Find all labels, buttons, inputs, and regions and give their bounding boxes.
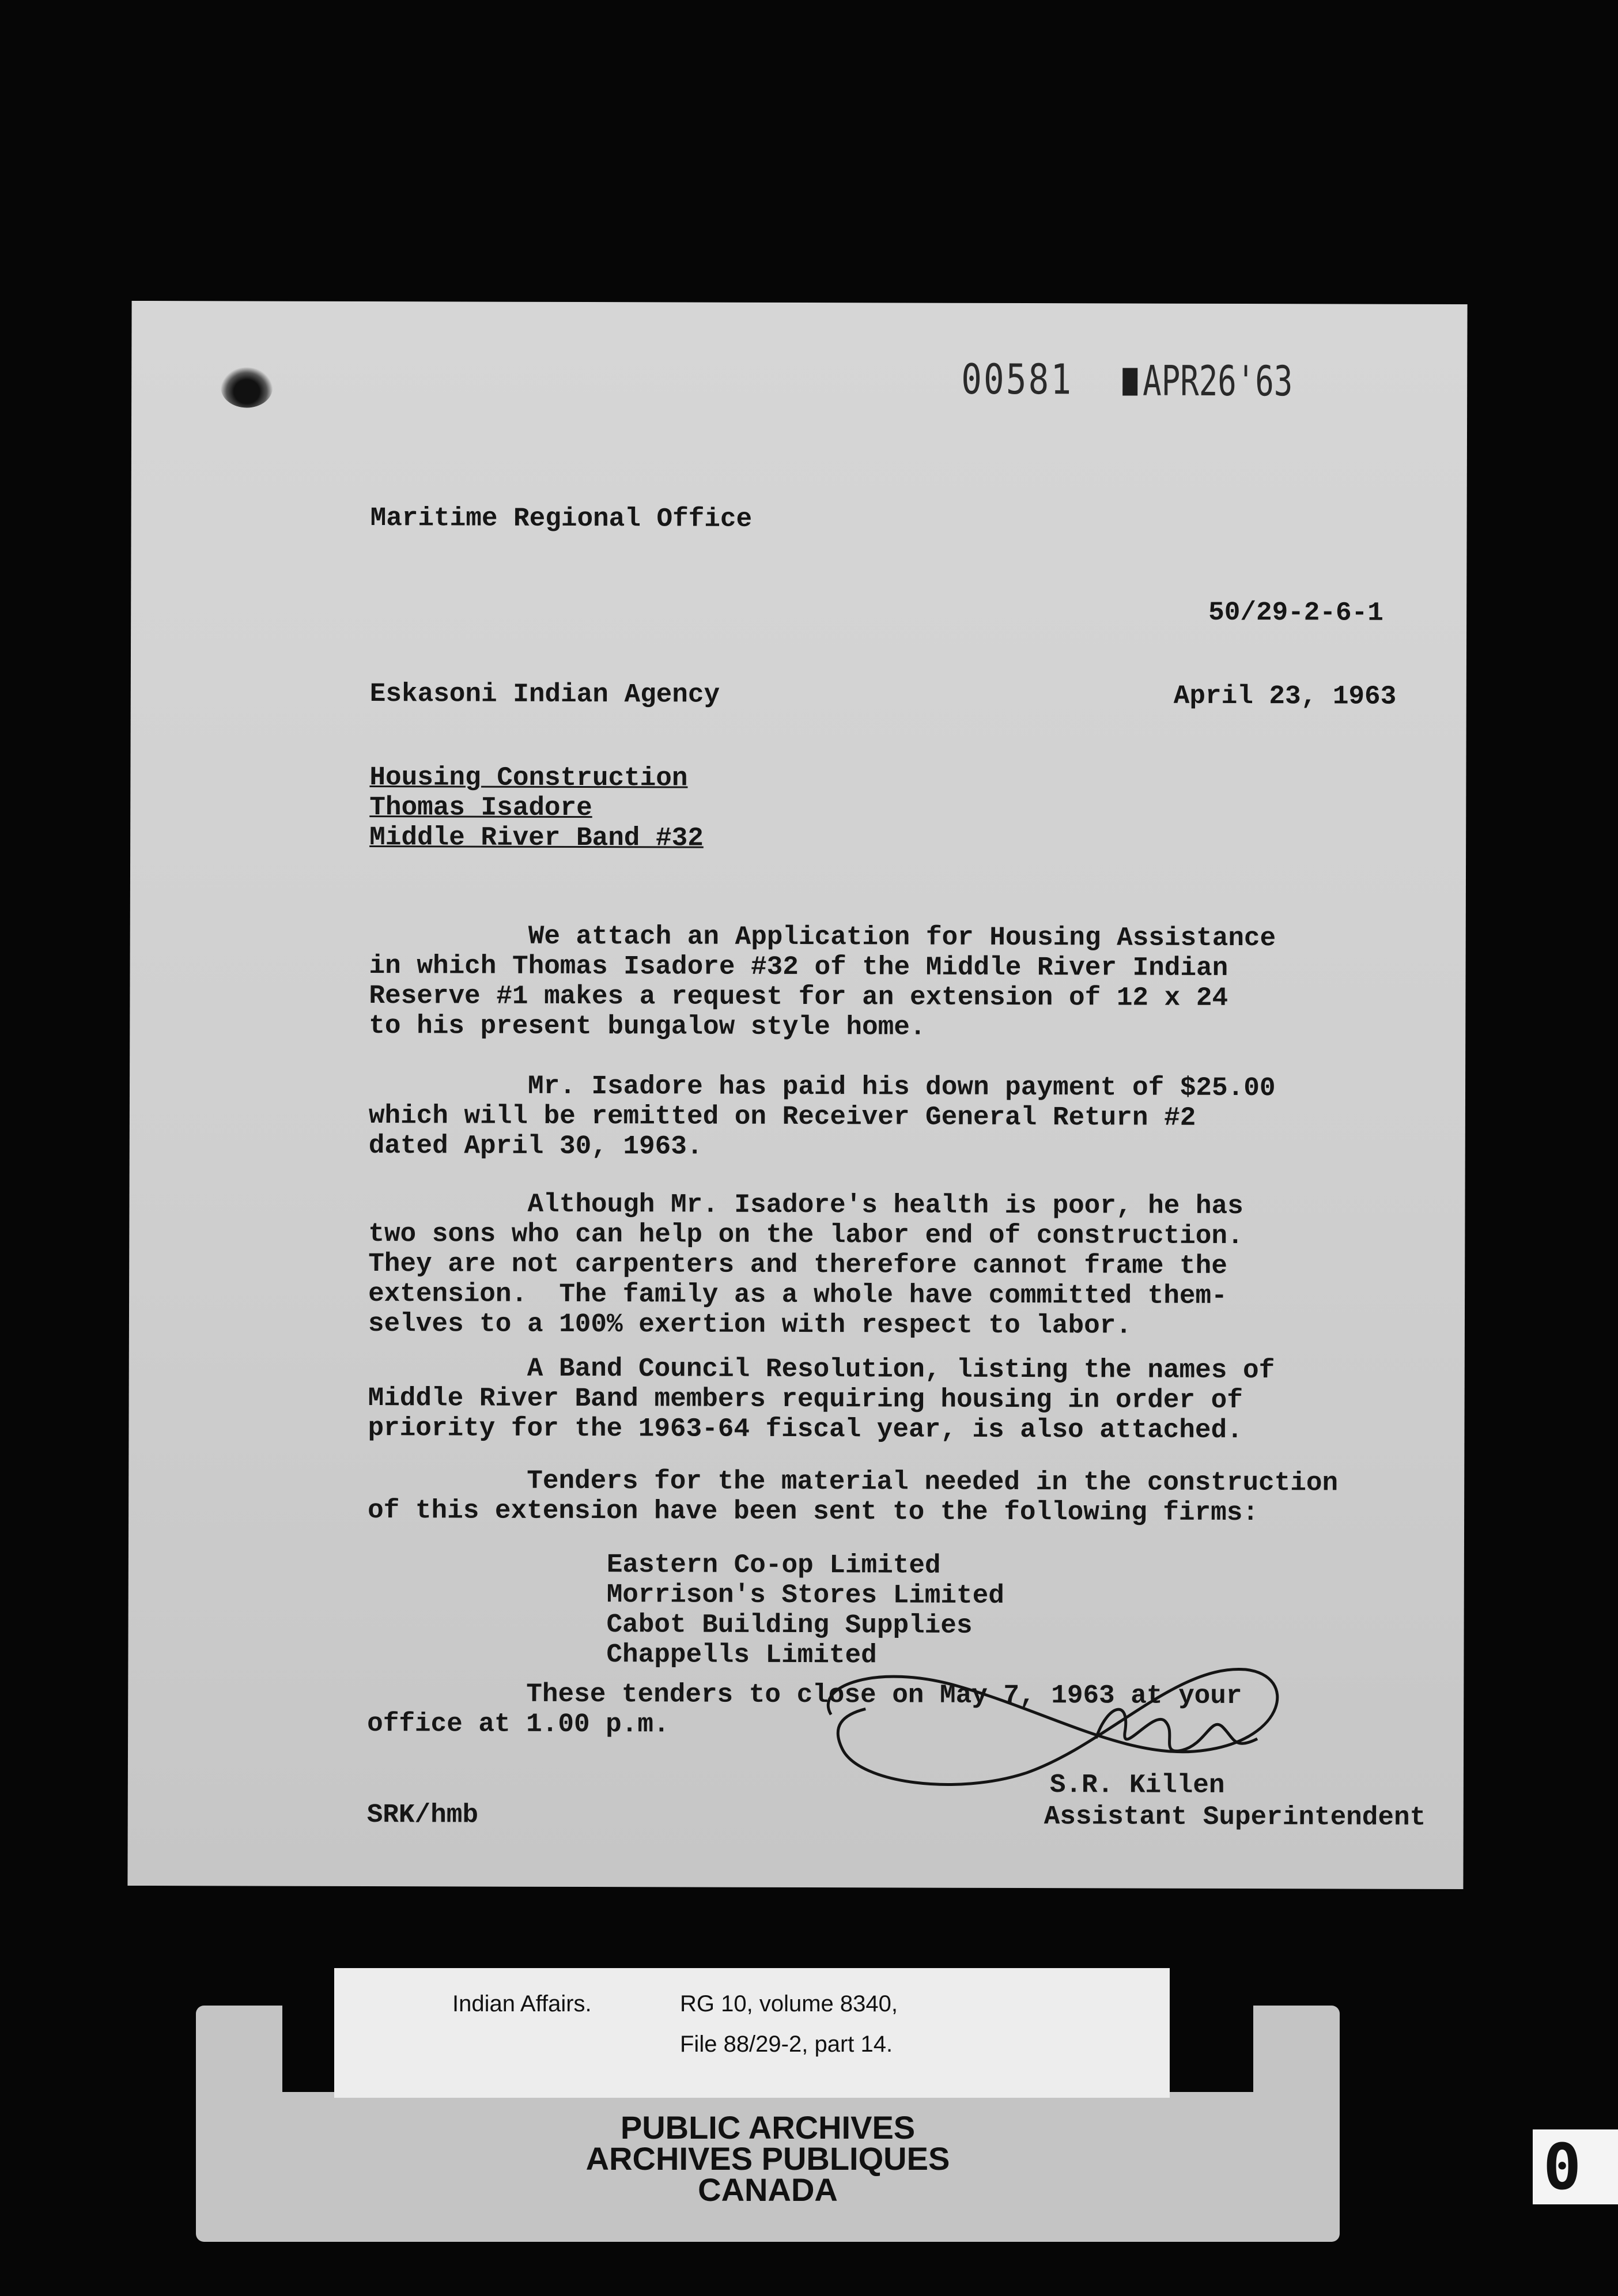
archives-line: PUBLIC ARCHIVES bbox=[620, 2109, 916, 2146]
received-stamp-number: 00581 bbox=[961, 354, 1073, 404]
signatory-name: S.R. Killen bbox=[1049, 1770, 1225, 1800]
text-line: Mr. Isadore has paid his down payment of $25.00 bbox=[368, 1071, 1276, 1104]
text-line: priority for the 1963-64 fiscal year, is also attached. bbox=[368, 1413, 1243, 1446]
frame-counter: 0 bbox=[1533, 2129, 1618, 2204]
text-line: dated April 30, 1963. bbox=[368, 1131, 703, 1162]
archives-line: CANADA bbox=[698, 2172, 838, 2208]
text-line: Reserve #1 makes a request for an extension of 12 x 24 bbox=[369, 981, 1228, 1013]
stamp-mark bbox=[1122, 368, 1137, 395]
text-line: in which Thomas Isadore #32 of the Middle River Indian bbox=[369, 951, 1228, 983]
archives-line: ARCHIVES PUBLIQUES bbox=[585, 2140, 950, 2177]
text-line: These tenders to close on May 7, 1963 at your bbox=[367, 1679, 1242, 1712]
text-line: of this extension have been sent to the following firms: bbox=[368, 1496, 1259, 1528]
paragraph-3 bbox=[368, 1189, 1243, 1341]
text-line: extension. The family as a whole have committed them- bbox=[368, 1279, 1227, 1311]
paragraph-2 bbox=[369, 1071, 1276, 1163]
text-line: They are not carpenters and therefore cannot frame the bbox=[368, 1249, 1227, 1281]
recipient-agency: Eskasoni Indian Agency bbox=[369, 679, 720, 710]
file-reference-label: File 88/29-2, part 14. bbox=[680, 2031, 893, 2057]
text-line: two sons who can help on the labor end of construction. bbox=[368, 1219, 1243, 1252]
firm-item: Morrison's Stores Limited bbox=[606, 1580, 1004, 1611]
record-group-label: RG 10, volume 8340, bbox=[680, 1991, 898, 2016]
text-line: selves to a 100% exertion with respect to labor. bbox=[368, 1309, 1132, 1341]
paragraph-5 bbox=[368, 1466, 1338, 1528]
document-sheet bbox=[127, 301, 1467, 1889]
subject-line: Middle River Band #32 bbox=[369, 822, 704, 854]
department-label: Indian Affairs. bbox=[452, 1991, 592, 2016]
file-number: 50/29-2-6-1 bbox=[1208, 597, 1383, 628]
text-line: office at 1.00 p.m. bbox=[367, 1709, 670, 1740]
typist-initials: SRK/hmb bbox=[366, 1800, 479, 1830]
subject-block bbox=[369, 762, 704, 854]
text-line: Middle River Band members requiring housing in order of bbox=[368, 1383, 1243, 1416]
paragraph-1 bbox=[369, 921, 1276, 1043]
sender-office: Maritime Regional Office bbox=[370, 503, 753, 534]
firm-item: Cabot Building Supplies bbox=[606, 1610, 973, 1641]
firm-item: Eastern Co-op Limited bbox=[606, 1550, 941, 1581]
archive-reference-label bbox=[334, 1968, 1170, 2098]
signatory-title: Assistant Superintendent bbox=[1044, 1802, 1426, 1833]
subject-line: Housing Construction bbox=[369, 762, 688, 794]
subject-line: Thomas Isadore bbox=[369, 792, 592, 824]
text-line: which will be remitted on Receiver General Return #2 bbox=[368, 1101, 1196, 1133]
ink-blot bbox=[221, 367, 273, 407]
text-line: Tenders for the material needed in the construction bbox=[368, 1466, 1339, 1498]
letter-date: April 23, 1963 bbox=[1173, 681, 1397, 712]
paragraph-4 bbox=[368, 1353, 1275, 1445]
firm-item: Chappells Limited bbox=[606, 1640, 877, 1671]
text-line: We attach an Application for Housing Assistance bbox=[369, 921, 1276, 954]
text-line: Although Mr. Isadore's health is poor, he has bbox=[368, 1189, 1243, 1222]
text-line: to his present bungalow style home. bbox=[369, 1011, 926, 1043]
received-stamp-date: APR26'63 bbox=[1143, 356, 1293, 406]
archives-banner bbox=[196, 2109, 1340, 2208]
text-line: A Band Council Resolution, listing the names of bbox=[368, 1353, 1275, 1386]
